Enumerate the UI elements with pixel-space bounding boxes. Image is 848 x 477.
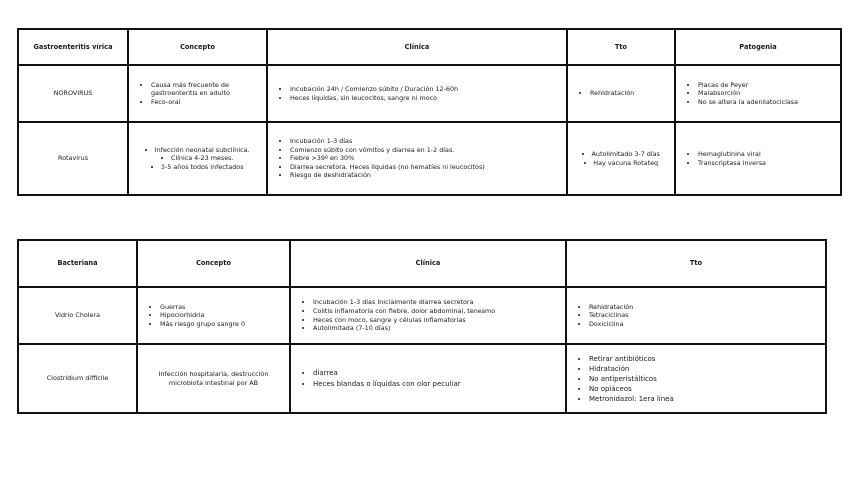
header-cell: Concepto — [137, 240, 290, 287]
bullet-list — [682, 150, 834, 167]
list-item: • No opiáceos — [589, 384, 819, 394]
row-label: Vidrio Cholera — [18, 287, 137, 344]
list-item: • Colitis inflamatoria con fiebre, dolor abdominal, tenesmo — [313, 307, 559, 316]
table-row — [18, 344, 826, 413]
bullet-list — [573, 303, 819, 329]
concepto-cell — [128, 65, 267, 122]
tto-cell — [567, 65, 675, 122]
list-item: • Hidratación — [589, 364, 819, 374]
list-item: • Hay vacuna Rotateq — [574, 159, 668, 168]
list-item: • Rehidratación — [589, 303, 819, 312]
row-label: Rotavirus — [18, 122, 128, 195]
list-item: • 3-5 años todos infectados — [135, 163, 260, 172]
row-label: NOROVIRUS — [18, 65, 128, 122]
clinica-cell — [267, 122, 567, 195]
table-header-row — [18, 29, 841, 65]
list-item: • Doxiciclina — [589, 320, 819, 329]
concepto-cell — [128, 122, 267, 195]
list-item: • Incubación 1-3 días Inicialmente diarrea secretora — [313, 298, 559, 307]
row-label: Clostridium difficile — [18, 344, 137, 413]
list-item: • Rehidratación — [590, 89, 668, 98]
bullet-list — [274, 85, 560, 102]
header-cell: Patogenia — [675, 29, 841, 65]
bullet-list — [135, 81, 260, 107]
list-item: • Diarrea secretora. Heces líquidas (no hematíes ni leucocitos) — [290, 163, 560, 172]
list-item: • Causa más frecuente de gastroenteritis en adulto — [151, 81, 260, 98]
list-item: • Tetraciclinas — [589, 311, 819, 320]
header-cell: Clínica — [267, 29, 567, 65]
patogenia-cell — [675, 122, 841, 195]
list-item: • Malabsorción — [698, 89, 834, 98]
list-item: • Autolimitado 3-7 días — [574, 150, 668, 159]
bullet-list — [274, 137, 560, 180]
bullet-list — [574, 89, 668, 98]
list-item: • Más riesgo grupo sangre 0 — [160, 320, 283, 329]
bullet-list — [573, 354, 819, 404]
list-item: • Infección neonatal subclínica. — [135, 146, 260, 155]
list-item: • Incubación 24h / Comienzo súbito / Duración 12-60h — [290, 85, 560, 94]
tto-cell — [566, 344, 826, 413]
header-cell: Bacteriana — [18, 240, 137, 287]
bacterial-table — [17, 239, 827, 414]
list-item: • Heces blandas o líquidas con olor peculiar — [313, 379, 559, 390]
list-item: • No antiperistálticos — [589, 374, 819, 384]
list-item: • Heces con moco, sangre y células inflamatorias — [313, 316, 559, 325]
list-item: • Autolimitada (7-10 días) — [313, 324, 559, 333]
patogenia-cell — [675, 65, 841, 122]
list-item: • Retirar antibióticos — [589, 354, 819, 364]
bullet-list — [574, 150, 668, 167]
list-item: • Placas de Peyer — [698, 81, 834, 90]
viral-gastroenteritis-table — [17, 28, 842, 196]
list-item: • Guerras — [160, 303, 283, 312]
list-item: • Metronidazol: 1era línea — [589, 394, 819, 404]
tto-cell — [567, 122, 675, 195]
list-item: • Fiebre >39º en 30% — [290, 154, 560, 163]
bullet-list — [297, 368, 559, 390]
list-item: • No se altera la adenilatociclasa — [698, 98, 834, 107]
header-cell: Clínica — [290, 240, 566, 287]
list-item: • Hipoclorhidria — [160, 311, 283, 320]
table-row — [18, 287, 826, 344]
header-cell: Tto — [567, 29, 675, 65]
bullet-list — [144, 303, 283, 329]
table-header-row — [18, 240, 826, 287]
header-cell: Concepto — [128, 29, 267, 65]
table-row — [18, 122, 841, 195]
list-item: • Comienzo súbito con vómitos y diarrea en 1-2 días. — [290, 146, 560, 155]
list-item: • Incubación 1-3 días — [290, 137, 560, 146]
list-item: • Heces líquidas, sin leucocitos, sangre ni moco — [290, 94, 560, 103]
list-item: • Hemaglutinina viral — [698, 150, 834, 159]
tto-cell — [566, 287, 826, 344]
bullet-list — [135, 146, 260, 172]
list-item: • Feco-oral — [151, 98, 260, 107]
list-item: • Clínica 4-23 meses. — [135, 154, 260, 163]
list-item: • Riesgo de deshidratación — [290, 171, 560, 180]
bullet-list — [682, 81, 834, 107]
concepto-cell: Infección hospitalaria, destrucción microbiota intestinal por AB — [137, 344, 290, 413]
clinica-cell — [290, 344, 566, 413]
clinica-cell — [290, 287, 566, 344]
clinica-cell — [267, 65, 567, 122]
list-item: • diarrea — [313, 368, 559, 379]
header-cell: Gastroenteritis vírica — [18, 29, 128, 65]
list-item: • Transcriptasa inversa — [698, 159, 834, 168]
header-cell: Tto — [566, 240, 826, 287]
table-row — [18, 65, 841, 122]
bullet-list — [297, 298, 559, 332]
concepto-cell — [137, 287, 290, 344]
